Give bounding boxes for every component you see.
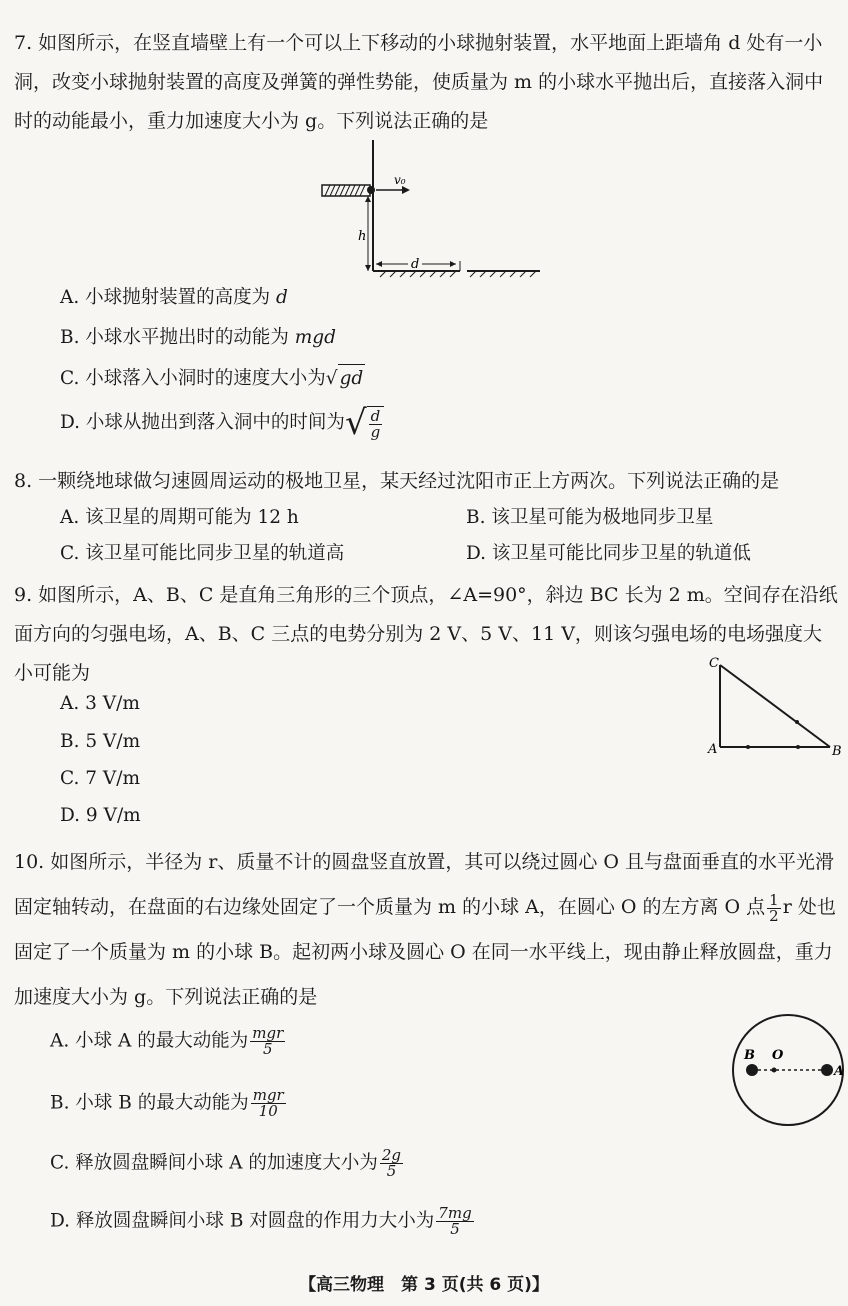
- q10-option-d: D. 释放圆盘瞬间小球 B 对圆盘的作用力大小为 $\frac{7mg}{5}$: [50, 1204, 472, 1238]
- q9-option-a: A. 3 V/m: [60, 693, 140, 714]
- q9-figure: [700, 650, 848, 765]
- q7-stem: 7. 如图所示，在竖直墙壁上有一个可以上下移动的小球抛射装置，水平地面上距墙角 d 处有一小洞，改变小球抛射装置的高度及弹簧的弹性势能，使质量为 m 的小球水平抛出后，直接落入洞中时的动能最小，重力加速度大小为 g。下列说法正确的是: [14, 32, 824, 132]
- q7-option-c: C. 小球落入小洞时的速度大小为√ gd: [60, 364, 365, 393]
- q8-option-b: B. 该卫星可能为极地同步卫星: [466, 507, 714, 528]
- q7-h-label: h: [358, 229, 367, 244]
- q10-option-a: A. 小球 A 的最大动能为 $\frac{\text{mgr}}{5}$: [50, 1024, 284, 1058]
- q7-v0-label: v₀: [394, 173, 406, 187]
- q10-option-c: C. 释放圆盘瞬间小球 A 的加速度大小为 $\frac{2g}{5}$: [50, 1146, 402, 1180]
- q8-stem: 8. 一颗绕地球做匀速圆周运动的极地卫星，某天经过沈阳市正上方两次。下列说法正确的是: [14, 470, 780, 492]
- q10-stem: 10. 如图所示，半径为 r、质量不计的圆盘竖直放置，其可以绕过圆心 O 且与盘面垂直的水平光滑固定轴转动，在盘面的右边缘处固定了一个质量为 m 的小球 A，在圆心 O 的左方离 O 点 $\frac{1}{2}$ r 处也固定了一个质量为 m 的小球 B。起初两小球及圆心 O 在同一水平线上，现由静止释放圆盘，重力加速度大小为 g。下列说法正确的是: [14, 851, 836, 1008]
- q7-option-a: A. 小球抛射装置的高度为 d: [60, 287, 288, 308]
- q9-option-d: D. 9 V/m: [60, 805, 141, 826]
- q7-d-label: d: [411, 257, 420, 272]
- q10-label-b: B: [744, 1048, 755, 1063]
- q9-label-c: C: [709, 656, 719, 671]
- q9-label-b: B: [832, 744, 842, 759]
- q9-label-a: A: [708, 742, 718, 757]
- q7-option-b: B. 小球水平抛出时的动能为 mgd: [60, 327, 336, 348]
- q10-label-o: O: [772, 1048, 784, 1063]
- q9-option-b: B. 5 V/m: [60, 731, 141, 752]
- q9-option-c: C. 7 V/m: [60, 768, 141, 789]
- q8-option-d: D. 该卫星可能比同步卫星的轨道低: [466, 543, 751, 564]
- q7-option-d: D. 小球从抛出到落入洞中的时间为√ $\frac{d}{g}$: [60, 406, 384, 440]
- q10-option-b: B. 小球 B 的最大动能为 $\frac{\text{mgr}}{10}$: [50, 1086, 284, 1120]
- q10-label-a: A: [834, 1064, 845, 1079]
- q9-stem: 9. 如图所示，A、B、C 是直角三角形的三个顶点，∠A=90°，斜边 BC 长为 2 m。空间存在沿纸面方向的匀强电场，A、B、C 三点的电势分别为 2 V、5 V、11 V，则该匀强电场的电场强度大小可能为: [14, 584, 838, 684]
- page-footer: 【高三物理 第 3 页(共 6 页)】: [299, 1275, 549, 1295]
- q10-figure: [715, 1010, 845, 1130]
- q8-option-a: A. 该卫星的周期可能为 12 h: [60, 507, 299, 528]
- q7-figure: [310, 140, 550, 285]
- q8-option-c: C. 该卫星可能比同步卫星的轨道高: [60, 543, 345, 564]
